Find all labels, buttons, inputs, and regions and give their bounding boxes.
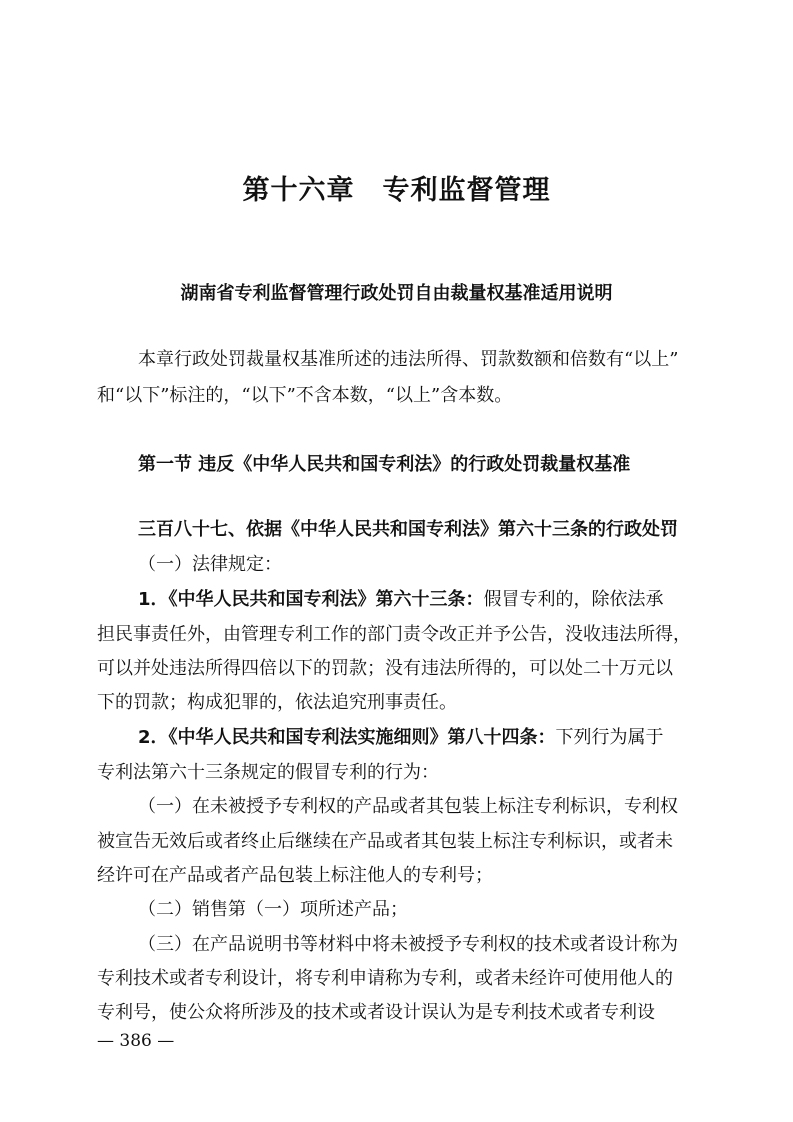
- sub3-line-1: （三）在产品说明书等材料中将未被授予专利权的技术或者设计称为: [138, 934, 678, 955]
- legal-provisions-label: （一）法律规定：: [138, 554, 282, 575]
- sub3-line-2: 专利技术或者专利设计，将专利申请称为专利，或者未经许可使用他人的: [97, 968, 673, 989]
- subtitle: 湖南省专利监督管理行政处罚自由裁量权基准适用说明: [180, 283, 613, 304]
- intro-line-1: 本章行政处罚裁量权基准所述的违法所得、罚款数额和倍数有“以上”: [138, 349, 679, 370]
- article-heading: 三百八十七、依据《中华人民共和国专利法》第六十三条的行政处罚: [138, 519, 678, 540]
- page-number: — 386 —: [97, 1031, 175, 1051]
- item1-line-2: 担民事责任外，由管理专利工作的部门责令改正并予公告，没收违法所得，: [97, 624, 691, 645]
- item1-title: 1．《中华人民共和国专利法》第六十三条：: [138, 589, 484, 610]
- section-heading: 第一节 违反《中华人民共和国专利法》的行政处罚裁量权基准: [138, 454, 631, 475]
- item1-line-3: 可以并处违法所得四倍以下的罚款；没有违法所得的，可以处二十万元以: [97, 658, 673, 679]
- chapter-title: 第十六章 专利监督管理: [242, 175, 551, 206]
- item2-line-2: 专利法第六十三条规定的假冒专利的行为：: [97, 762, 439, 783]
- item1-line-4: 下的罚款；构成犯罪的，依法追究刑事责任。: [97, 692, 457, 713]
- sub2-line-1: （二）销售第（一）项所述产品；: [138, 899, 408, 920]
- sub1-line-2: 被宣告无效后或者终止后继续在产品或者其包装上标注专利标识，或者未: [97, 831, 673, 852]
- item2-title: 2．《中华人民共和国专利法实施细则》第八十四条：: [138, 727, 556, 748]
- sub3-line-3: 专利号，使公众将所涉及的技术或者设计误认为是专利技术或者专利设: [97, 1002, 655, 1023]
- sub1-line-1: （一）在未被授予专利权的产品或者其包装上标注专利标识，专利权: [138, 796, 678, 817]
- sub1-line-3: 经许可在产品或者产品包装上标注他人的专利号；: [97, 865, 493, 886]
- item1-line1-rest: 假冒专利的，除依法承: [483, 589, 664, 610]
- item2-line1-rest: 下列行为属于: [555, 727, 664, 748]
- intro-line-2: 和“以下”标注的，“以下”不含本数，“以上”含本数。: [97, 385, 513, 406]
- item1-line-1: [138, 585, 664, 611]
- item2-line-1: [138, 723, 664, 749]
